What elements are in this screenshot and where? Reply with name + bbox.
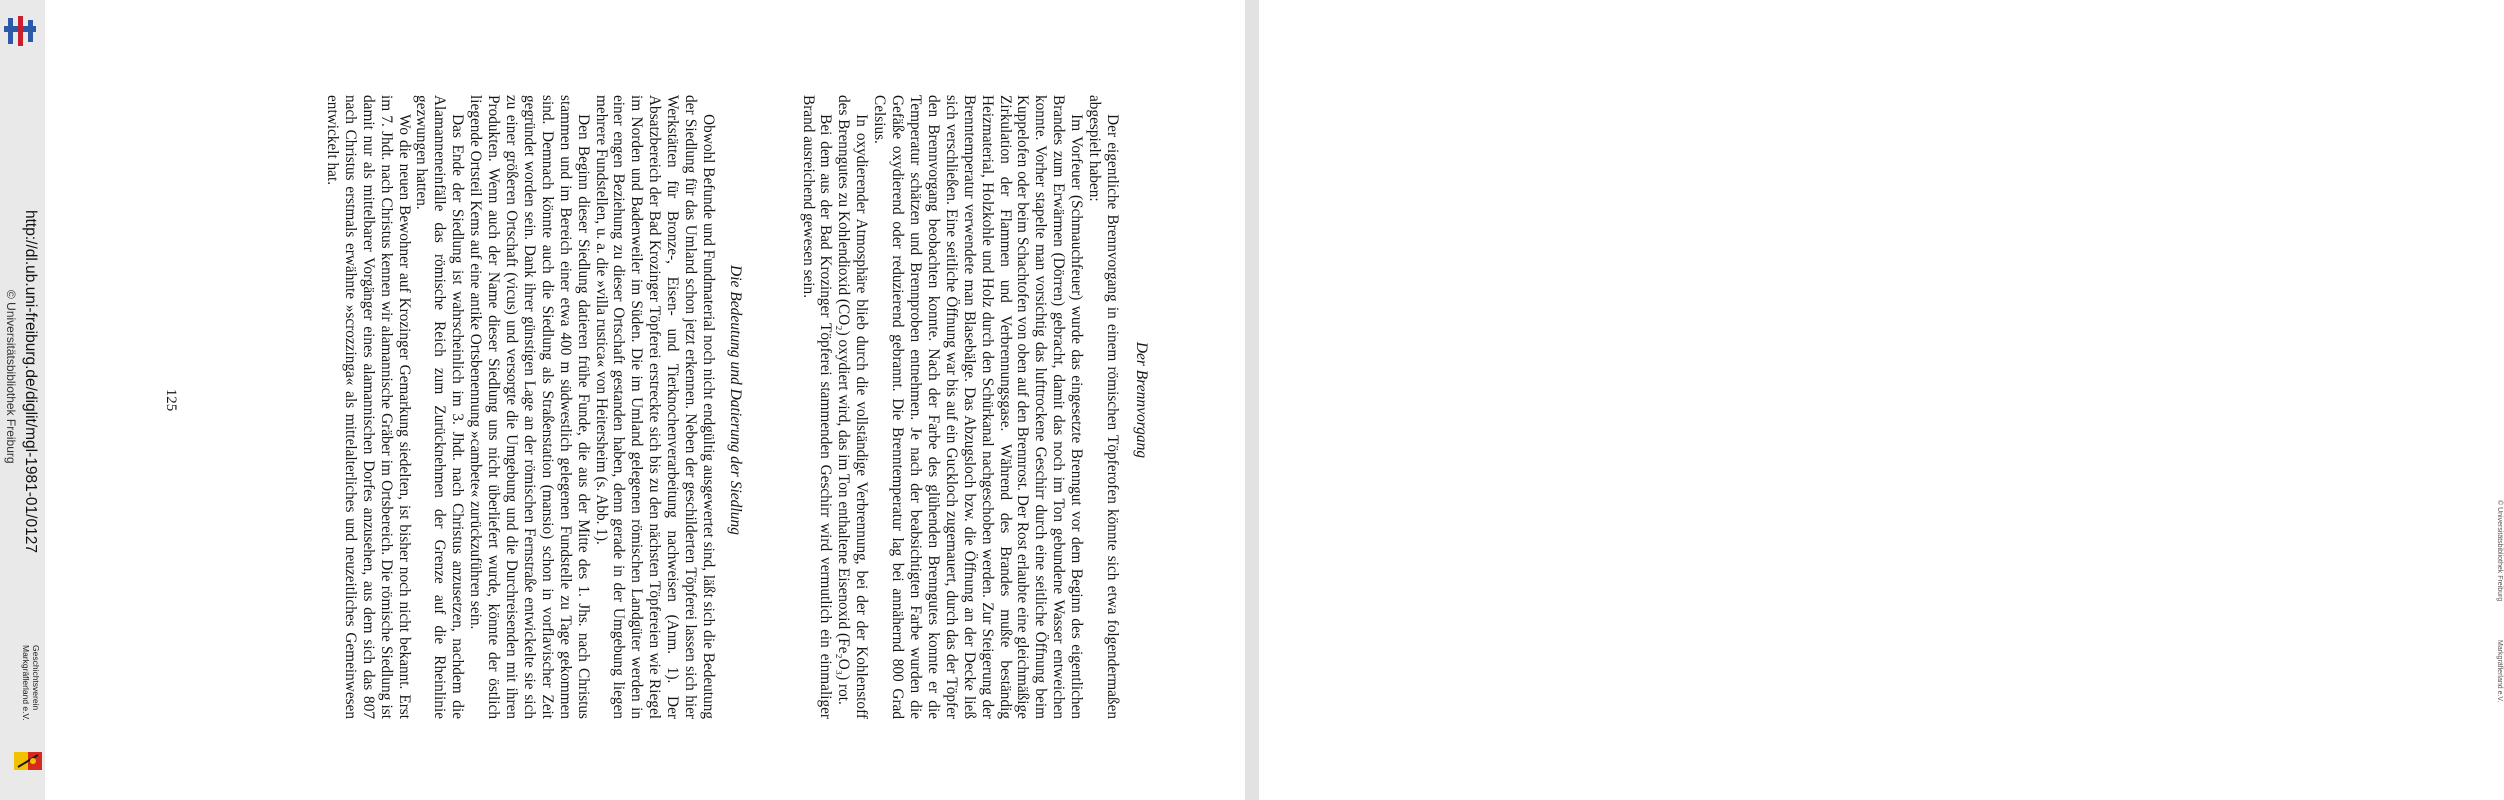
paragraph: Obwohl Befunde und Fundmaterial noch nicht endgültig ausgewertet sind, läßt sich die Bedeutung der Siedlung für das Umland schon jetzt erkennen. Neben der geschilderten Töpferei lassen sich hier Werkstätten für Bronze-, Eisen- und Tierknochenverarbeitung nachweisen (Anm. 1). Der Absatzbereich der Bad Krozinger Töpferei erstreckte sich bis zu den nächsten Töpfereien wie Riegel im Norden und Badenweiler im Süden. Die im Umland gelegenen römischen Landgüter werden in einer engen Beziehung zu dieser Ortschaft gestanden haben, denn gerade in der Umgebung liegen mehrere Fundstellen, u. a. die »villa rustica« von Heitersheim (s. Abb. 1). <box>592 95 717 719</box>
paragraph: In oxydierender Atmosphäre blieb durch die vollständige Verbrennung, bei der der Kohlenstoff des Brenngutes zu Kohlendioxid (CO₂) oxydiert wird, das im Ton enthaltene Eisenoxid (Fe₂O₃) rot. <box>835 95 871 719</box>
society-line-2: Markgräflerland e.V. <box>21 645 31 721</box>
paragraph: Das Ende der Siedlung ist wahrscheinlich im 3. Jhdt. nach Christus anzusetzen, nachdem die Alamanneneinfälle das römische Reich zum Zurücknehmen der Grenze auf die Rheinlinie gezwungen hatten. <box>413 95 467 719</box>
society-crest-icon <box>14 752 42 770</box>
right-copyright-fragment: © Universitätsbibliothek Freiburg <box>2496 500 2503 602</box>
section-heading-bedeutung: Die Bedeutung und Datierung der Siedlung <box>727 265 744 535</box>
society-line-1: Geschichtsverein <box>31 645 41 711</box>
right-rotated-text <box>2490 0 2504 800</box>
section2-text <box>323 95 717 719</box>
section1-text <box>799 95 1121 719</box>
paragraph: Bei dem aus der Bad Krozinger Töpferei stammenden Geschirr wird vermutlich ein einmaliger Brand ausreichend gewesen sein. <box>799 95 835 719</box>
paragraph: Im Vorfeuer (Schmauchfeuer) wurde das eingesetzte Brenngut vor dem Beginn des eigentlichen Brandes zum Erwärmen (Dörren) gebracht, damit das noch im Ton gebundene Wasser entweichen konnte. Vorher stapelte man vorsichtig das lufttrockene Geschirr durch eine seitliche Öffnung beim Kuppelofen oder beim Schachtofen von oben auf den Brennrost. Der Rost erlaubte eine gleichmäßige Zirkulation der Flammen und Verbrennungsgase. Während des Brandes mußte beständig Heizmaterial, Holzkohle und Holz durch den Schürkanal nachgeschoben werden. Zur Steigerung der Brenntemperatur verwendete man Blasebälge. Das Abzugsloch bzw. die Öffnung an der Decke ließ sich verschließen. Eine seitliche Öffnung war bis auf ein Guckloch zugemauert, durch das der Töpfer den Brennvorgang beobachten konnte. Nach der Farbe des glühenden Brenngutes konnte er die Temperatur schätzen und Brennproben entnehmen. Je nach der beabsichtigten Farbe wurden die Gefäße oxydierend oder reduzierend gebrannt. Die Brenntemperatur lag bei annähernd 800 Grad Celsius. <box>871 95 1086 719</box>
paragraph: Der eigentliche Brennvorgang in einem römischen Töpferofen könnte sich etwa folgendermaßen abgespielt haben: <box>1086 95 1121 719</box>
left-info-sidebar <box>0 0 45 800</box>
paragraph: Wo die neuen Bewohner auf Krozinger Gemarkung siedelten, ist bisher noch nicht bekannt. Erst im 7. Jhdt. nach Christus kennen wir alamannische Gräber im Ortsbereich. Die römische Siedlung ist damit nur als mittelbarer Vorgänger eines alamannischen Dorfes anzusehen, aus dem sich das 807 nach Christus erstmals erwähnte »scrozzinga« als mittelalterliches und neuzeitliches Gemeinwesen entwickelt hat. <box>323 95 413 719</box>
right-society-fragment: Markgräflerland e.V. <box>2496 640 2503 703</box>
rotated-sidebar-text <box>0 0 45 800</box>
page-number: 125 <box>163 388 179 412</box>
rotated-document-page <box>45 0 1259 800</box>
section-heading-brennvorgang: Der Brennvorgang <box>1133 341 1150 459</box>
paragraph: Den Beginn dieser Siedlung datieren frühe Funde, die aus der Mitte des 1. Jhs. nach Christus stammen und im Bereich einer etwa 400 m südwestlich gelegenen Fundstelle zu Tage gekommen sind. Demnach könnte auch die Siedlung als Straßenstation (mansio) schon in vorflavischer Zeit gegründet worden sein. Dank ihrer günstigen Lage an der römischen Fernstraße entwickelte sie sich zu einer größeren Ortschaft (vicus) und versorgte die Umgebung und die Durchreisenden mit ihren Produkten. Wenn auch der Name dieser Siedlung uns nicht überliefert wurde, könnte der östlich liegende Ortsteil Kems auf eine antike Ortsbenennung »cambete« zurückzuführen sein. <box>467 95 592 719</box>
society-name <box>21 645 41 721</box>
document-url-link[interactable]: http://dl.ub.uni-freiburg.de/diglit/mgl-1981-01/0127 <box>22 210 39 553</box>
copyright-notice: © Universitätsbibliothek Freiburg <box>4 290 18 464</box>
